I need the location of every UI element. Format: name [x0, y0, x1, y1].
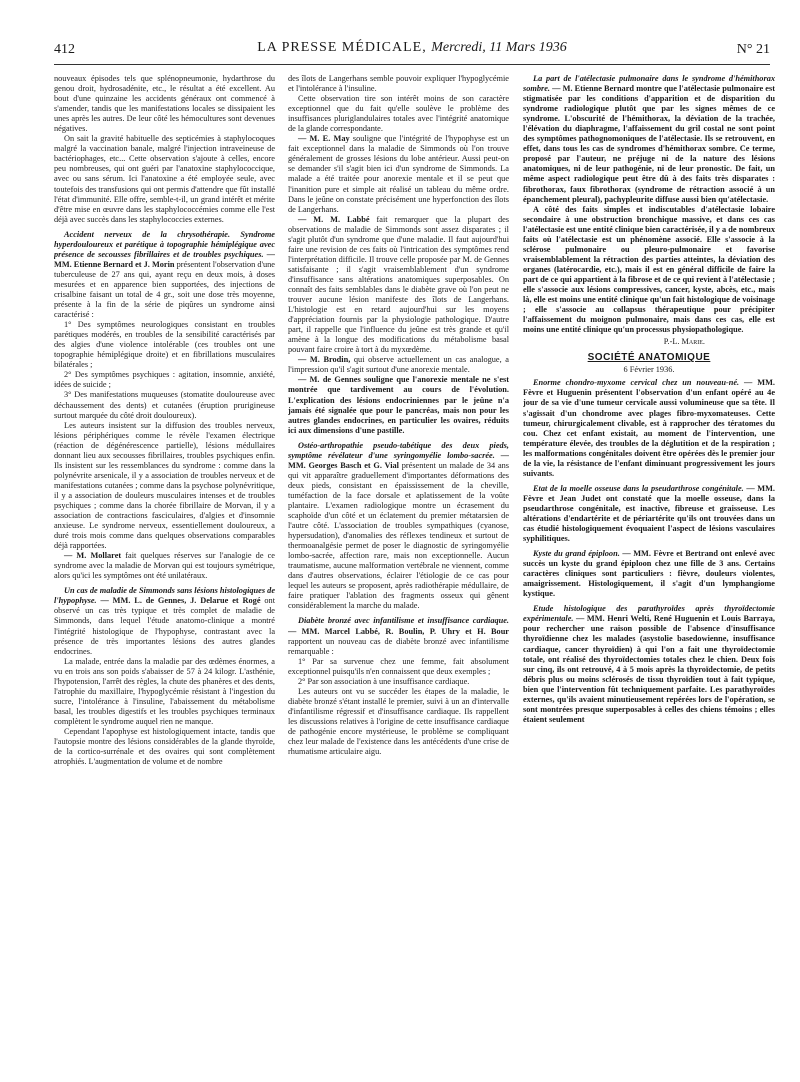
article-chondro-myxome [523, 378, 775, 478]
article-authors: — MM. L. de Gennes, J. Delarue et Rogé [100, 596, 261, 606]
paragraph: La malade, entrée dans la maladie par des œdèmes énormes, a vu en trois ans son poids s'abaisser de 57 à 24 kilogr. L'asthénie, l'hypotension, l'arrêt des règles, la chute des phanères et des dents, l'atrophie du maxillaire, l'hypoglycémie résistant à l'ingestion du sucre, l'intolérance à l'insuline, l'abaissement du métabolisme basal, les troubles digestifs et les troubles psychiques terminaux complètent le syndrome auquel rien ne manque. [54, 656, 275, 726]
article-title: Etat de la moelle osseuse dans la pseudarthrose congénitale. [533, 483, 744, 493]
column-1 [54, 74, 275, 1074]
journal-title-line [54, 40, 770, 56]
article-kyste-epiploon [523, 549, 775, 599]
article-title: Kyste du grand épiploon. [533, 549, 620, 559]
list-item: 2° Par son association à une insuffisance cardiaque. [298, 676, 470, 686]
paragraph: Les auteurs ont vu se succéder les étapes de la maladie, le diabète bronzé s'étant installé le premier, suivi à un an d'intervalle d'infantilisme régressif et d'insuffisance cardiaque. Ils rappellent les discussions relatives à l'origine de cette insuffisance cardiaque de pathogénie encore mystérieuse, le problème se compliquant chez leur malade de l'existence dans les antécédents d'une crise de rhumatisme articulaire aigu. [288, 686, 509, 757]
article-text: pour rechercher une raison possible de l'absence d'insuffisance thyroïdienne chez les malades (asystolie basedowienne, insuffisance cardiaque, cancer thyroïdien) à qui l'on a fait une thyroïdectomie totale, ont réalisé des thyroïdectomies totales chez le chien. Deux fois sur cinq, ils ont retrouvé, 4 à 5 mois après la thyroïdectomie, de petits débris plus ou moins sclérosés de tissu thyroïdien tout à fait typique, bien que l'intervention fût techniquement parfaite. Les parathyroïdes externes, qu'ils avaient minutieusement repérées lors de l'opération, se sont montrées presque superposables à celles des chiens témoins ; elles étaient seulement [523, 624, 775, 724]
article-text: présentent l'observation d'un enfant opéré au 4e jour de sa vie d'une tumeur cervicale aussi volumineuse que sa tête. Il s'agissait d'un chondrome avec plages fibro-myxomateuses. Cette tumeur, chirurgicalement clivable, est à rapprocher des tératomes du cou. Chez cet enfant existait, au moment de l'intervention, une température élevée, des troubles de la déglutition et de la respiration ; les malformations congénitales doivent être opérées dès le premier jour de la vie, la résistance de l'enfant diminuant progressivement les jours suivants. [523, 388, 775, 478]
paragraph-text: fait quelques réserves sur l'analogie de ce syndrome avec la maladie de Morvan qui est toujours symétrique, alors qu'ici les symptômes ont été unilatéraux. [54, 551, 275, 581]
issue-date: Mercredi, 11 Mars 1936 [431, 40, 567, 55]
article-authors: — MM. Fèvre et Huguenin [523, 378, 775, 398]
article-title: Un cas de maladie de Simmonds sans lésions histologiques de l'hypophyse. [54, 586, 275, 606]
article-text: ont enlevé avec succès un kyste du grand épiploon chez une fille de 3 ans. Certains caractères cliniques sont particuliers : fièvre, douleurs violentes, amaigrissement. Histologiquement, il s'agit d'un lymphangiome kystique. [523, 549, 775, 599]
list-item: 2° Des symptômes psychiques : agitation, insomnie, anxiété, idées de suicide ; [54, 370, 275, 390]
article-authors: — MM. Fèvre et Bertrand [622, 549, 718, 559]
article-title: La part de l'atélectasie pulmonaire dans le syndrome d'hémithorax sombre. [523, 74, 775, 94]
paragraph: Les auteurs insistent sur la diffusion des troubles nerveux, lésions périphériques comme le révèle l'examen électrique (réaction de dégénérescence partielle), lésions médullaires donnant lieu aux secousses fibrillaires, troubles psychiques enfin. Ils insistent sur les ressemblances du syndrome : comme dans la polynévrite arsenicale, il y a association de troubles nerveux et de manifestations cutanées ; comme dans la psychose polynévritique, il y a association de douleurs musculaires intenses et de troubles psychiques ; comme dans la chorée fibrillaire de Morvan, il y a association de contractions fasciculaires, d'algies et d'insomnie anxieuse. Le syndrome nerveux, essentiellement douloureux, a duré trois mois comme dans quelques observations comparables déjà rapportées. [54, 420, 275, 551]
article-text: ont observé un cas très typique et très complet de maladie de Simmonds, dans lequel l'étude anatomo-clinique a montré l'intégrité histologique de l'hypophyse, contrastant avec la présence de très importantes lésions des autres glandes endocrines. [54, 596, 275, 656]
running-header [54, 40, 770, 62]
paragraph-text: fait remarquer que la plupart des observations de maladie de Simmonds sont assez disparates ; il s'agit plutôt d'un syndrome que d'une maladie. Il faut aujourd'hui faire une revision de ces faits où l'intrication des symptômes rend l'interprétation difficile. Il trouve celle proposée par M. de Gennes satisfaisante ; il s'agit vraisemblablement d'un syndrome d'insuffisance sans altérations anatomiques superposables. On connaît des faits semblables dans le diabète grave où l'on peut ne trouver aucune lésion manifeste des îlots de Langerhans. L'histologie est en retard aujourd'hui sur les moyens d'appréciation fournis par la physiologie pathologique. D'autre part, il rappelle que l'influence du jeûne est très grande et qu'il amène à la longue des modifications du métabolisme basal pouvant faire croire à tort à du myxœdème. [288, 214, 509, 355]
article-diabete-bronze [288, 616, 509, 656]
discussant: — M. Brodin, [298, 355, 351, 365]
article-pseudarthrose [523, 484, 775, 544]
section-date: 6 Février 1936. [623, 365, 675, 375]
article-authors: — MM. Etienne Bernard et J. Morin [54, 249, 275, 269]
discussant: — M. de Gennes [298, 375, 361, 385]
column-2 [288, 74, 509, 1074]
paragraph: des îlots de Langerhans semble pouvoir expliquer l'hypoglycémie et l'intolérance à l'insuline. [288, 74, 509, 94]
paragraph [288, 215, 509, 356]
article-authors: — MM. Henri Welti, René Huguenin et Louis Barraya, [576, 614, 775, 624]
paragraph-text: souligne que l'intégrité de l'hypophyse est un fait exceptionnel dans la maladie de Simmonds où l'on trouve généralement de grosses lésions du lobe antérieur. Aussi peut-on se demander s'il s'agit bien ici d'un syndrome de Simmonds. La malade a été traitée pour anorexie mentale et il se peut que l'inanition pure et simple ait réalisé un tableau du même ordre. Dans le jeûne on constate précisément une hyperfonction des îlots de Langerhans. [288, 134, 509, 214]
signature: P.-L. Marie. [663, 337, 705, 347]
article-title: Enorme chondro-myxome cervical chez un nouveau-né. [533, 378, 740, 388]
article-text: rapportent un nouveau cas de diabète bronzé avec infantilisme remarquable : [288, 636, 509, 656]
article-osteo-arthropathy [288, 441, 509, 612]
paragraph-text: souligne que l'anorexie mentale ne s'est montrée que tardivement au cours de l'évolution. L'explication des lésions endocriniennes par le jeûne n'a jamais été signalée que pour le pancréas, mais non pour les autres glandes endocrines, en particulier les ovaires, réduits ici aux dimensions d'une pastille. [288, 375, 509, 435]
article-title: Etude histologique des parathyroïdes après thyroïdectomie expérimentale. [523, 604, 775, 624]
issue-number: N° 21 [736, 42, 770, 57]
article-authors: — MM. Fèvre et Jean Judet [523, 483, 775, 503]
article-text: présentent l'observation d'une tuberculeuse de 27 ans qui, ayant reçu en deux mois, à doses mesurées et en apparence bien supportées, des injections de crisalbine faisant un total de 4 gr., soit une dose très moyenne, présente à la fin de la série de piqûres un syndrome ainsi caractérisé : [54, 259, 275, 320]
paragraph [54, 551, 275, 581]
paragraph [288, 375, 509, 435]
article-title: Accident nerveux de la chrysothérapie. Syndrome hyperdouloureux et parétique à topographie hémiplégique avec présence de secousses fibrillaires et de troubles psychiques. [54, 229, 275, 259]
list-item: 1° Par sa survenue chez une femme, fait absolument exceptionnel puisqu'ils n'en connaissent que deux exemples ; [288, 656, 509, 676]
article-chrysotherapy [54, 230, 275, 320]
discussant: — M. M. Labbé [298, 214, 370, 224]
article-atelectasie [523, 74, 775, 205]
article-title: Ostéo-arthropathie pseudo-tabétique des deux pieds, symptôme révélateur d'une syringomyélie lombo-sacrée. [288, 440, 509, 460]
section-heading: SOCIÉTÉ ANATOMIQUE [587, 352, 711, 364]
paragraph [288, 355, 509, 375]
list-item: 1° Des symptômes neurologiques consistant en troubles parétiques modérés, en troubles de la sensibilité caractérisés par des algies d'une violence intolérable (ces troubles ont une topographie hémiplégique droite) et en fibrillations musculaires bilatérales ; [54, 320, 275, 370]
paragraph: On sait la gravité habituelle des septicémies à staphylocoques malgré la vaccination banale, malgré l'injection intraveineuse de bactériophages, etc... Cette observation s'ajoute à celles, encore peu nombreuses, qui ont guéri par l'anatoxine staphylococcique, avec ou sans sérum. Ici l'anatoxine a été employée seule, avec toutefois des transfusions qui ont permis d'attendre que fût installé l'état d'immunité. Elle offre, semble-t-il, un grand intérêt et mérite d'être mise en œuvre dans les staphylococcémies comme elle l'est déjà avec succès dans les staphylococcies externes. [54, 134, 275, 224]
article-authors: — MM. Marcel Labbé, R. Boulin, P. Uhry et H. Bour [288, 626, 509, 636]
paragraph-text: qui observe actuellement un cas analogue, a l'impression qu'il s'agit surtout d'une anorexie mentale. [288, 355, 509, 375]
article-title: Diabète bronzé avec infantilisme et insuffisance cardiaque. [298, 616, 509, 626]
article-authors: — MM. Georges Basch et G. Vial [288, 450, 509, 470]
paragraph: A côté des faits simples et indiscutables d'atélectasie lobaire secondaire à une obstruction bronchique massive, et dans ces cas l'atélectasie est une entité clinique bien caractérisée, il y a de nombreux faits où l'atélectasie est un phénomène associé. Elle s'associe à la sclérose pulmonaire ou pleuro-pulmonaire et favorise vraisemblablement la rétraction des parties atteintes, la déviation des organes (latérocardie, etc.), mais il est en général difficile de faire la part de ce qui appartient à la fibrose et de ce qui revient à l'atélectasie ; elle s'associe aux lésions compressives, cancer, kyste, abcès, etc., mais là, elle est moins une entité clinique qu'un fait histologique de voisinage ; elle s'associe au collapsus thérapeutique pour précipiter l'affaissement du moignon pulmonaire, mais dans ces cas, elle est moins une entité clinique qu'un processus physiopathologique. [523, 204, 775, 335]
page-number: 412 [54, 42, 75, 57]
column-3 [523, 74, 775, 1074]
article-parathyroides [523, 604, 775, 725]
header-rule [54, 64, 770, 65]
discussant: — M. Mollaret [64, 551, 122, 561]
article-text: ont constaté que la moelle osseuse, dans la pseudarthrose congénitale, est inactive, fibreuse et graisseuse. Les altérations d'endartérite et de périartérite qu'ils ont trouvées dans un cas étudié histologiquement évoquaient l'aspect de lésions vasculaires syphilitiques. [523, 493, 775, 544]
paragraph: Cependant l'apophyse est histologiquement intacte, tandis que l'autopsie montre des lésions considérables de la glande thyroïde, de la cortico-surrénale et des ovaires qui sont complètement atrophiés. L'augmentation de volume et de nombre [54, 727, 275, 767]
paragraph: Cette observation tire son intérêt moins de son caractère exceptionnel que du fait qu'elle soulève le problème des insuffisances pluriglandulaires totales avec l'intégrité anatomique de la glande correspondante. [288, 94, 509, 134]
paragraph [288, 134, 509, 214]
article-text: montre que l'atélectasie pulmonaire est stigmatisée par les conditions d'apparition et de disparition du syndrome radiologique plutôt que par les signes mêmes de ce syndrome. L'obscurité de l'hémithorax, la déviation de la trachée, l'élévation du diaphragme, l'affaissement du gril costal ne sont point des symptômes pathognomoniques de l'atélectasie. Ils se retrouvent, en effet, dans tous les cas de syndromes d'hémithorax sombre. Ce terme, proposé par l'auteur, ne préjuge ni de la nature des lésions anatomiques, ni de leur pathogénie, ni de leur pronostic. De fait, un même aspect radiologique peut être dû à des faits très disparates : fibrothorax, faux fibrothorax (syndrome de rétraction associé à un épanchement pleural), pachypleurite diffuse aussi bien qu'atélectasie. [523, 84, 775, 204]
journal-name: LA PRESSE MÉDICALE, [257, 40, 427, 55]
article-text: présentent un malade de 34 ans qui vit apparaître graduellement d'importantes déformations des deux pieds, consistant en épaississement de la cheville, tuméfaction de la face dorsale et aplatissement de la voûte plantaire. L'examen radiologique montre un écrasement du scaphoïde d'un côté et un éclatement du premier métatarsien de l'autre côté. L'association de troubles sympathiques (cyanose, hypersudation), d'anomalies des réflexes tendineux et surtout de thermoanalgésie permet de poser le diagnostic de syringomyélie lombo-sacrée, affection rare, mais non exceptionnelle. Aucun traumatisme, aucune malformation vertébrale ne viennent, comme dans d'autres observations, éclairer l'étiologie de ce cas pour lequel les auteurs se proposent, après radiothérapie médullaire, de faire pratiquer l'ablation des fragments osseux qui gênent considérablement la marche du malade. [288, 460, 509, 611]
paragraph: nouveaux épisodes tels que splénopneumonie, hydarthrose du genou droit, hydrosadénite, etc., le résultat a été excellent. Au bout d'une quinzaine les accidents généraux ont commencé à s'amender, tandis que les manifestations locales se dissipaient les unes après les autres. De leur côté les hémocultures sont devenues négatives. [54, 74, 275, 134]
article-simmonds [54, 586, 275, 656]
article-authors: — M. Etienne Bernard [552, 84, 635, 94]
list-item: 3° Des manifestations muqueuses (stomatite douloureuse avec déchaussement des dents) et cutanées (éruption prurigineuse surtout marquée du côté droit douloureux). [54, 390, 275, 420]
discussant: — M. E. May [298, 134, 350, 144]
